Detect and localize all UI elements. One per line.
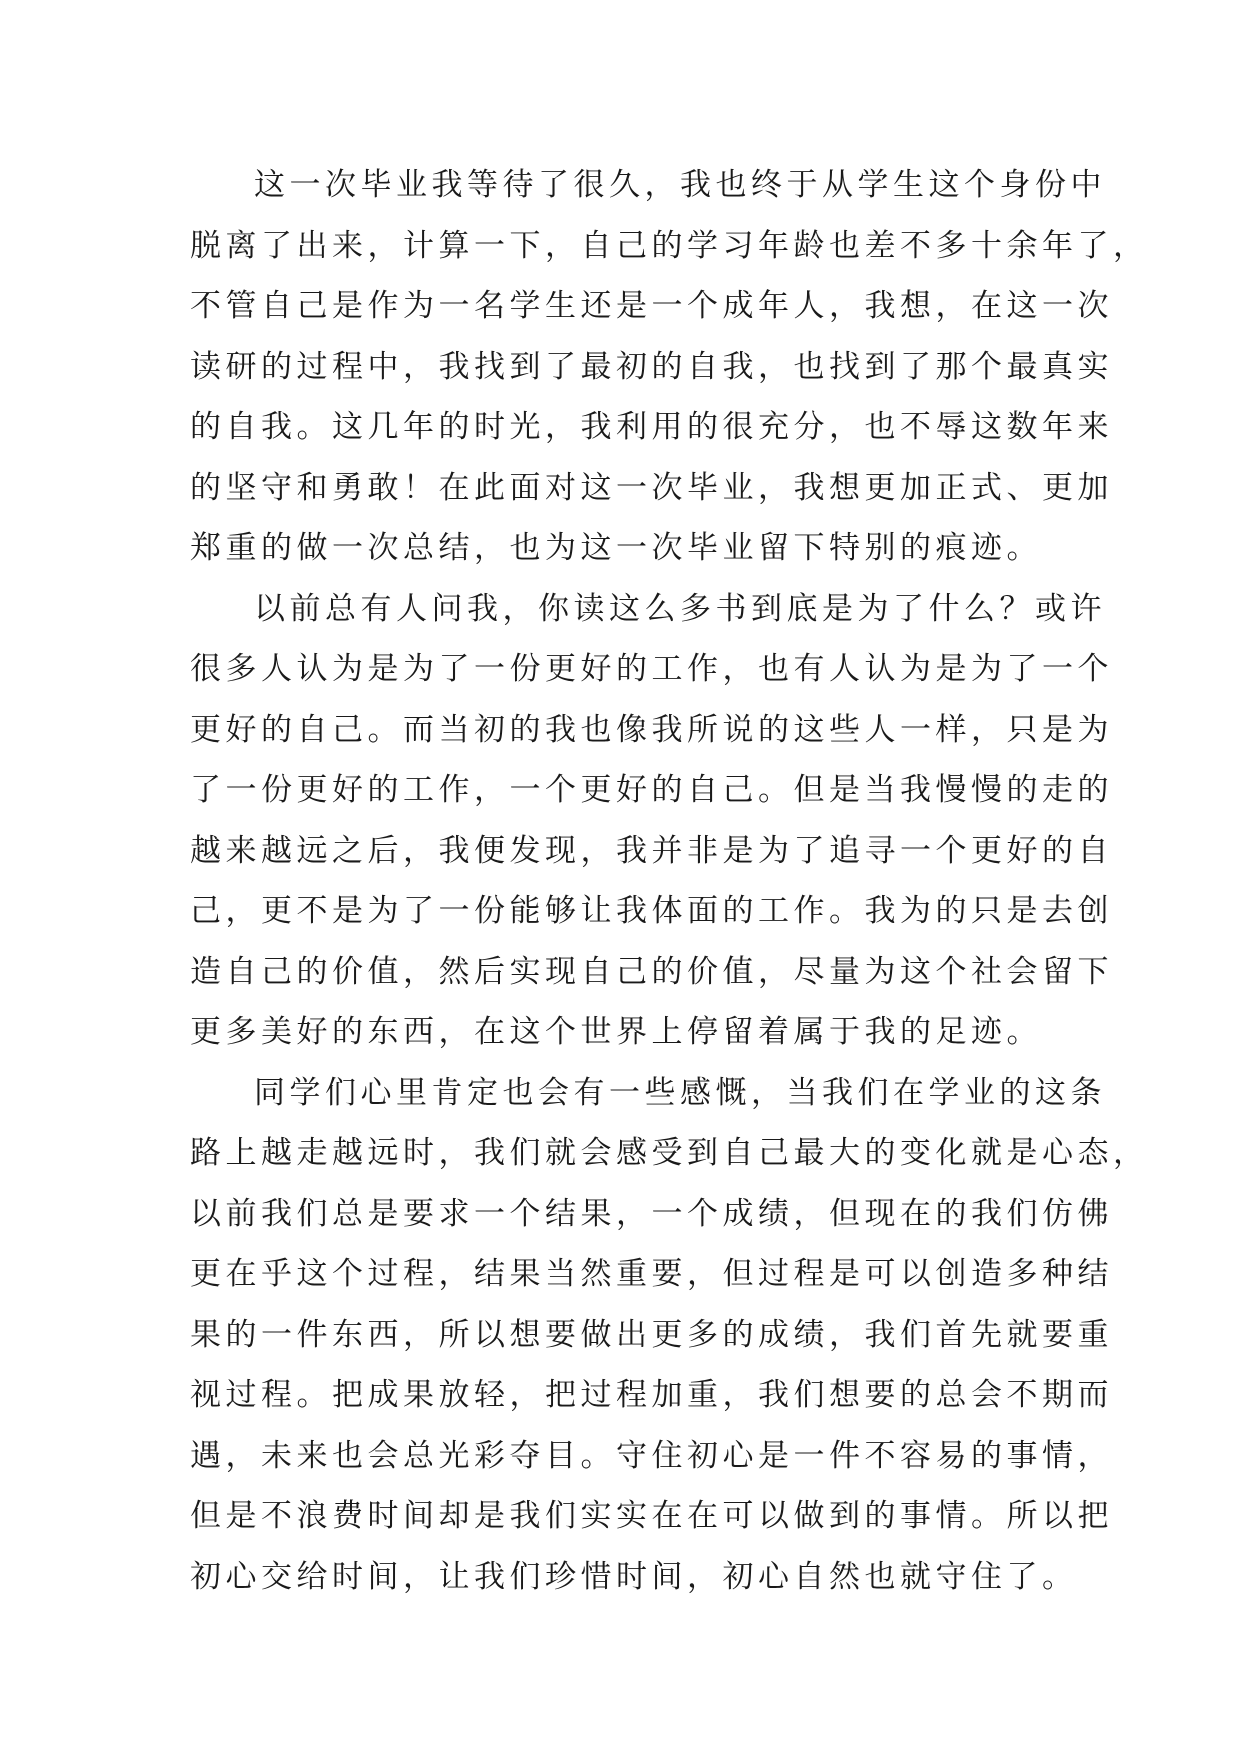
paragraph-line: 造自己的价值，然后实现自己的价值，尽量为这个社会留下 — [190, 953, 1113, 990]
paragraph-2 — [190, 579, 1113, 1063]
paragraph-line: 郑重的做一次总结，也为这一次毕业留下特别的痕迹。 — [190, 530, 1042, 566]
paragraph-line: 视过程。把成果放轻，把过程加重，我们想要的总会不期而 — [190, 1377, 1113, 1413]
paragraph-line: 同学们心里肯定也会有一些感慨，当我们在学业的这条 — [254, 1074, 1106, 1111]
paragraph-line: 很多人认为是为了一份更好的工作，也有人认为是为了一个 — [190, 651, 1113, 687]
paragraph-line: 读研的过程中，我找到了最初的自我，也找到了那个最真实 — [190, 348, 1113, 385]
paragraph-line: 越来越远之后，我便发现，我并非是为了追寻一个更好的自 — [190, 832, 1113, 869]
paragraph-line: 以前我们总是要求一个结果，一个成绩，但现在的我们仿佛 — [190, 1195, 1113, 1232]
paragraph-line: 己，更不是为了一份能够让我体面的工作。我为的只是去创 — [190, 893, 1113, 929]
paragraph-line: 的自我。这几年的时光，我利用的很充分，也不辱这数年来 — [190, 409, 1113, 445]
paragraph-line: 不管自己是作为一名学生还是一个成年人，我想，在这一次 — [190, 288, 1113, 324]
paragraph-line: 脱离了出来，计算一下，自己的学习年龄也差不多十余年了， — [190, 227, 1149, 264]
paragraph-line: 但是不浪费时间却是我们实实在在可以做到的事情。所以把 — [190, 1498, 1113, 1534]
paragraph-1 — [190, 155, 1149, 579]
paragraph-line: 路上越走越远时，我们就会感受到自己最大的变化就是心态， — [190, 1135, 1149, 1171]
paragraph-line: 初心交给时间，让我们珍惜时间，初心自然也就守住了。 — [190, 1558, 1078, 1595]
paragraph-line: 的坚守和勇敢！在此面对这一次毕业，我想更加正式、更加 — [190, 469, 1113, 506]
paragraph-line: 更在乎这个过程，结果当然重要，但过程是可以创造多种结 — [190, 1256, 1113, 1292]
paragraph-line: 更多美好的东西，在这个世界上停留着属于我的足迹。 — [190, 1014, 1042, 1050]
paragraph-line: 更好的自己。而当初的我也像我所说的这些人一样，只是为 — [190, 711, 1113, 748]
paragraph-line: 了一份更好的工作，一个更好的自己。但是当我慢慢的走的 — [190, 772, 1113, 808]
paragraph-line: 遇，未来也会总光彩夺目。守住初心是一件不容易的事情， — [190, 1437, 1113, 1474]
paragraph-3 — [190, 1063, 1149, 1608]
document-body — [190, 155, 1149, 1607]
paragraph-line: 以前总有人问我，你读这么多书到底是为了什么？或许 — [254, 590, 1106, 627]
paragraph-line: 果的一件东西，所以想要做出更多的成绩，我们首先就要重 — [190, 1316, 1113, 1353]
paragraph-line: 这一次毕业我等待了很久，我也终于从学生这个身份中 — [254, 167, 1106, 203]
